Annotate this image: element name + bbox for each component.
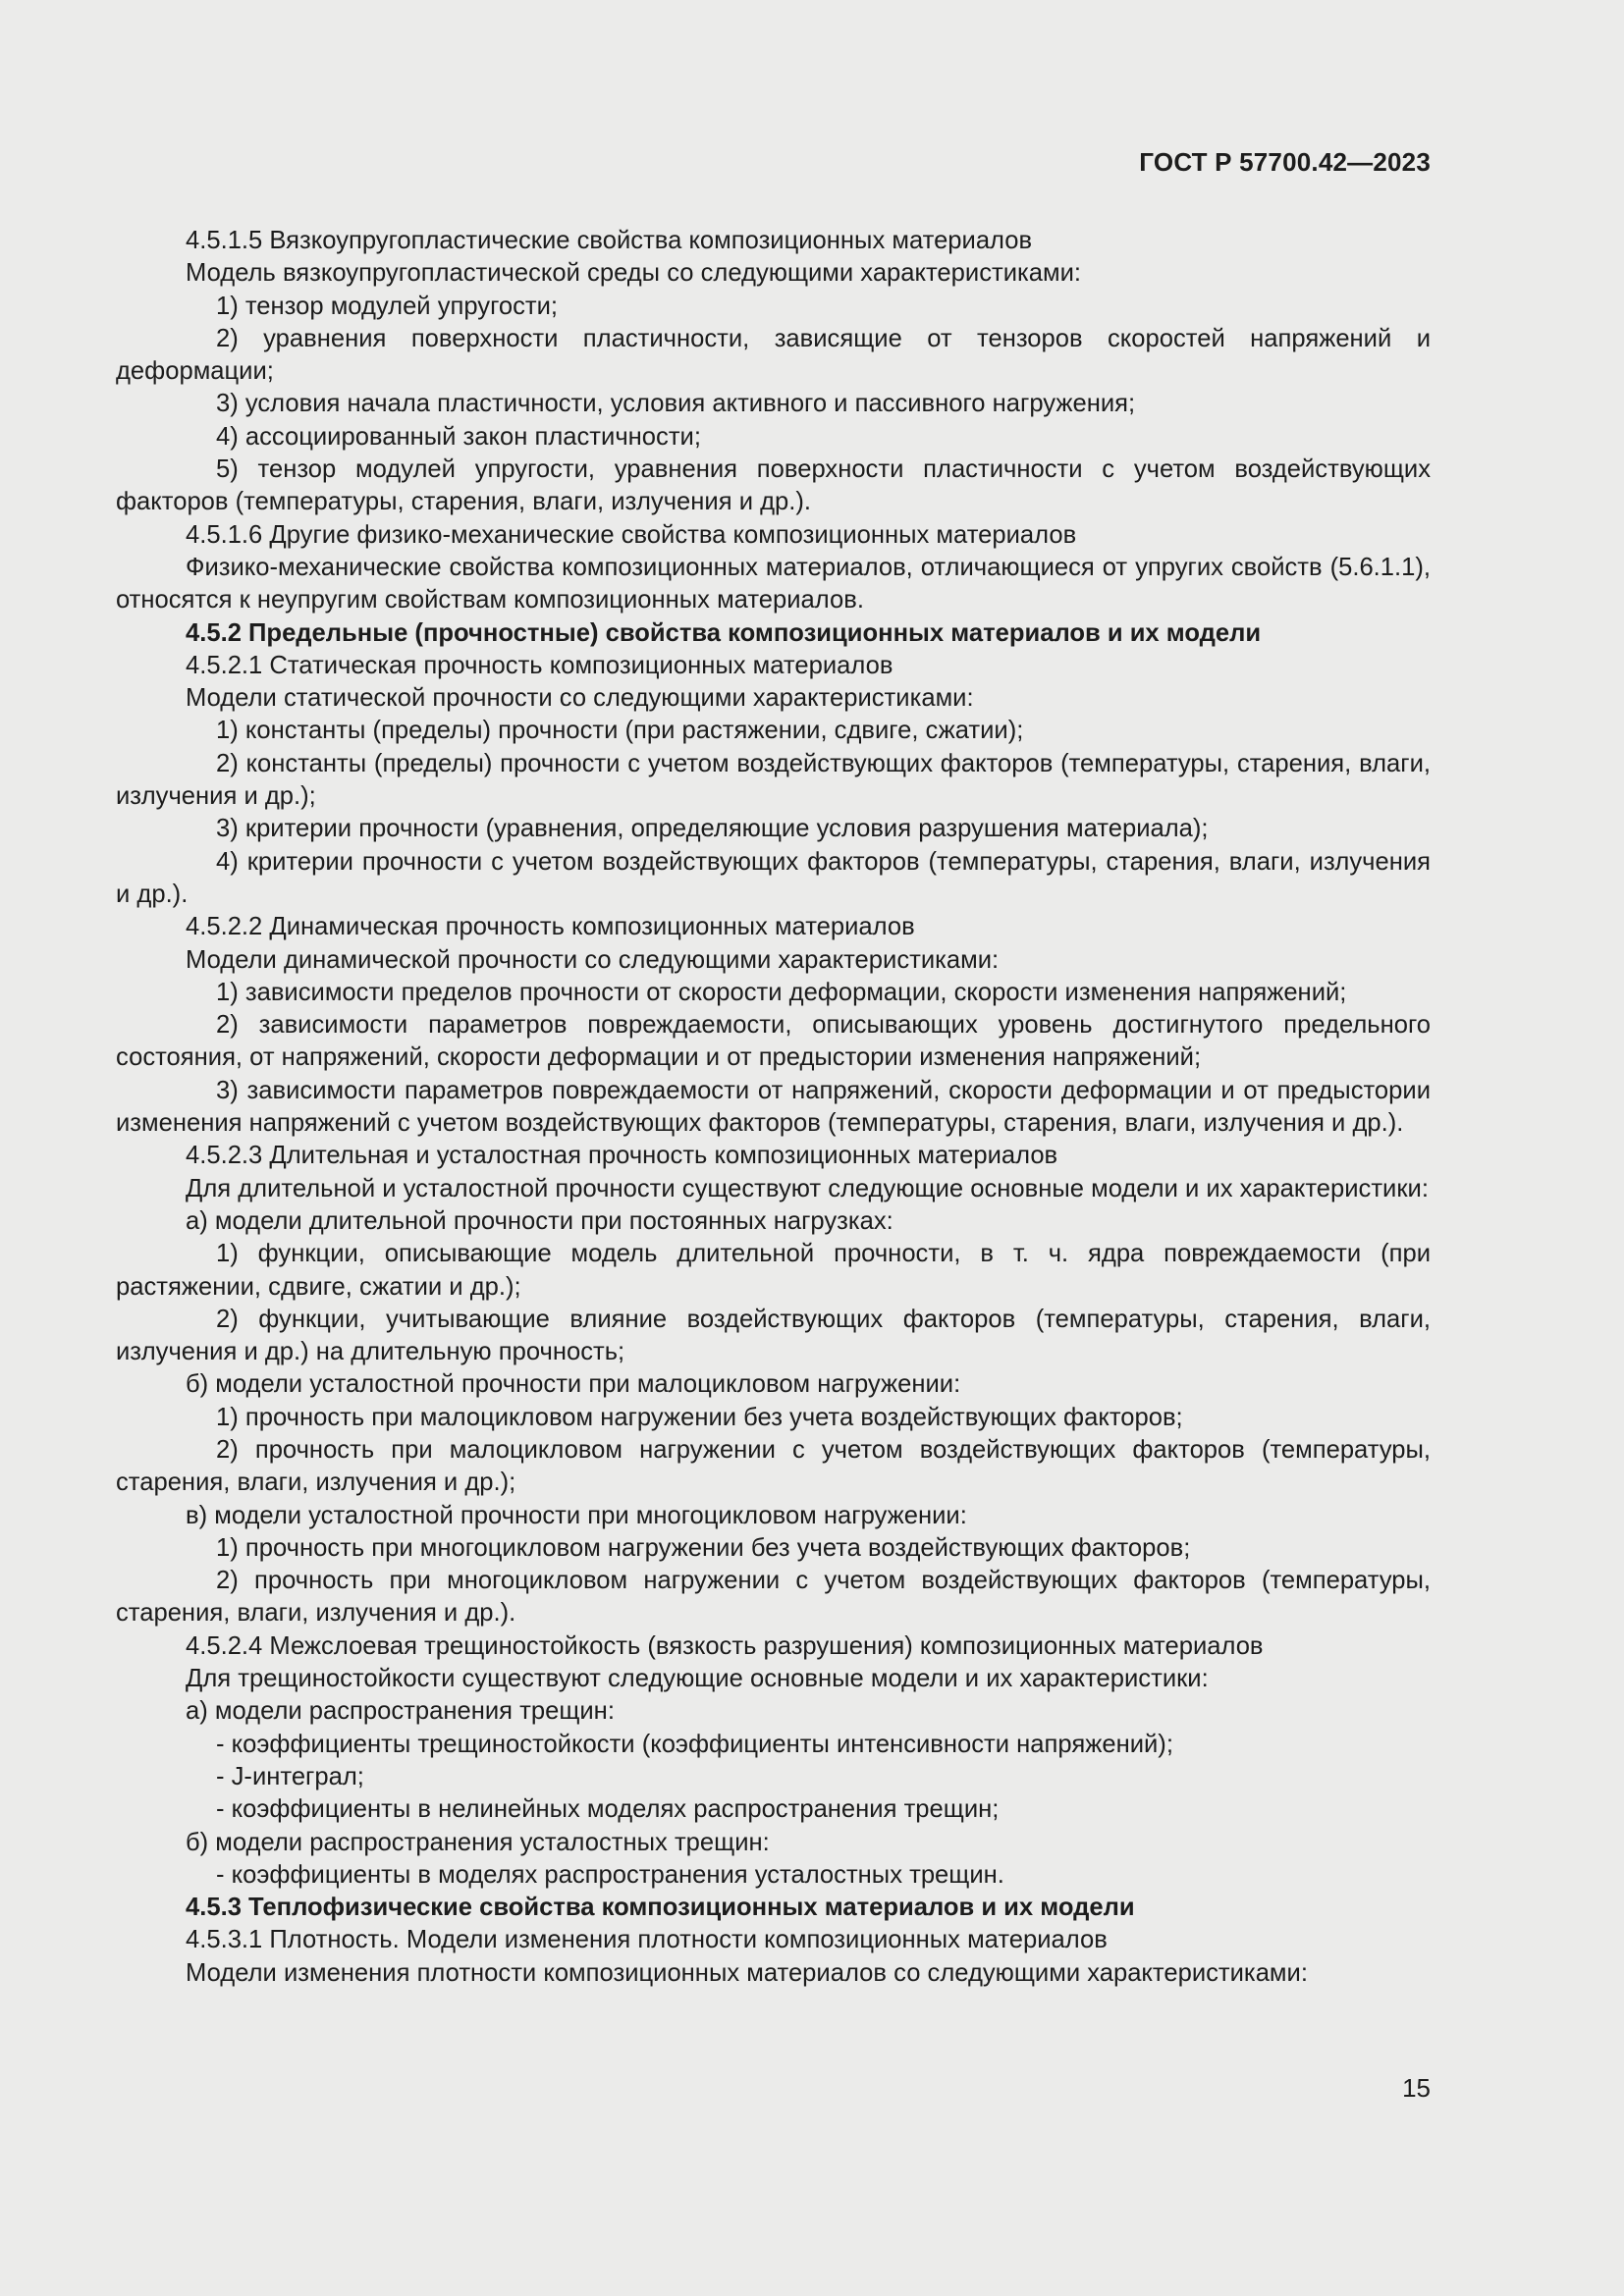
paragraph: в) модели усталостной прочности при многоцикловом нагружении:: [186, 1501, 967, 1529]
paragraph: 3) условия начала пластичности, условия активного и пассивного нагружения;: [216, 390, 1136, 418]
document-header: ГОСТ Р 57700.42—2023: [1139, 147, 1431, 177]
paragraph: 4.5.3.1 Плотность. Модели изменения плотности композиционных материалов: [186, 1926, 1108, 1954]
paragraph: 4.5.2.4 Межслоевая трещиностойкость (вязкость разрушения) композиционных материалов: [186, 1631, 1264, 1660]
paragraph: 1) константы (пределы) прочности (при растяжении, сдвиге, сжатии);: [216, 717, 1024, 745]
paragraph: 4.5.2.1 Статическая прочность композиционных материалов: [186, 651, 893, 679]
paragraph: Для трещиностойкости существуют следующие основные модели и их характеристики:: [186, 1665, 1209, 1693]
paragraph: Модели динамической прочности со следующими характеристиками:: [186, 945, 1000, 974]
paragraph: а) модели распространения трещин:: [186, 1697, 615, 1726]
paragraph: 2) функции, учитывающие влияние воздействующих факторов (температуры, старения, влаги, излучения и др.) на длительную прочность;: [116, 1305, 1431, 1366]
paragraph: 2) уравнения поверхности пластичности, зависящие от тензоров скоростей напряжений и деформации;: [116, 324, 1431, 386]
section-heading: 4.5.3 Теплофизические свойства композиционных материалов и их модели: [186, 1894, 1135, 1922]
paragraph: б) модели усталостной прочности при малоцикловом нагружении:: [186, 1370, 961, 1399]
paragraph: Модели статической прочности со следующими характеристиками:: [186, 684, 974, 713]
paragraph: б) модели распространения усталостных трещин:: [186, 1828, 770, 1856]
paragraph: 4.5.2.3 Длительная и усталостная прочность композиционных материалов: [186, 1142, 1058, 1170]
paragraph: Модели изменения плотности композиционных материалов со следующими характеристиками:: [186, 1958, 1308, 1987]
paragraph: 2) прочность при малоцикловом нагружении с учетом воздействующих факторов (температуры, старения, влаги, излучения и др.);: [116, 1435, 1431, 1497]
paragraph: 1) прочность при малоцикловом нагружении без учета воздействующих факторов;: [216, 1403, 1183, 1431]
paragraph: Модель вязкоупругопластической среды со следующими характеристиками:: [186, 259, 1082, 288]
document-body: [116, 225, 1431, 1990]
paragraph: 2) константы (пределы) прочности с учетом воздействующих факторов (температуры, старения, влаги, излучения и др.);: [116, 749, 1431, 811]
paragraph: 1) зависимости пределов прочности от скорости деформации, скорости изменения напряжений;: [216, 978, 1347, 1006]
paragraph: 4.5.1.5 Вязкоупругопластические свойства композиционных материалов: [186, 227, 1033, 254]
paragraph: 3) зависимости параметров повреждаемости от напряжений, скорости деформации и от предыстории изменения напряжений с учетом воздействующих факторов (температуры, старения, влаги, излучения и др.).: [116, 1076, 1431, 1138]
paragraph: Для длительной и усталостной прочности существуют следующие основные модели и их характеристики:: [186, 1174, 1429, 1202]
paragraph: - коэффициенты в моделях распространения усталостных трещин.: [216, 1860, 1004, 1889]
paragraph: 2) зависимости параметров повреждаемости, описывающих уровень достигнутого предельного состояния, от напряжений, скорости деформации и от предыстории изменения напряжений;: [116, 1011, 1431, 1072]
paragraph: 1) функции, описывающие модель длительной прочности, в т. ч. ядра повреждаемости (при растяжении, сдвиге, сжатии и др.);: [116, 1240, 1431, 1301]
paragraph: - коэффициенты в нелинейных моделях распространения трещин;: [216, 1795, 1000, 1824]
paragraph: 2) прочность при многоцикловом нагружении с учетом воздействующих факторов (температуры, старения, влаги, излучения и др.).: [116, 1567, 1431, 1628]
paragraph: 5) тензор модулей упругости, уравнения поверхности пластичности с учетом воздействующих факторов (температуры, старения, влаги, излучения и др.).: [116, 455, 1431, 516]
paragraph: 4.5.2.2 Динамическая прочность композиционных материалов: [186, 913, 915, 941]
paragraph: 4) критерии прочности с учетом воздействующих факторов (температуры, старения, влаги, излучения и др.).: [116, 847, 1431, 908]
paragraph: 1) тензор модулей упругости;: [216, 292, 559, 320]
paragraph: а) модели длительной прочности при постоянных нагрузках:: [186, 1206, 893, 1235]
section-heading: 4.5.2 Предельные (прочностные) свойства композиционных материалов и их модели: [186, 618, 1262, 647]
paragraph: Физико-механические свойства композиционных материалов, отличающиеся от упругих свойств (5.6.1.1), относятся к неупругим свойствам композиционных материалов.: [116, 553, 1431, 614]
paragraph: 4) ассоциированный закон пластичности;: [216, 422, 701, 451]
paragraph: 3) критерии прочности (уравнения, определяющие условия разрушения материала);: [216, 815, 1209, 843]
paragraph: 4.5.1.6 Другие физико-механические свойства композиционных материалов: [186, 520, 1077, 549]
paragraph: - J-интеграл;: [216, 1762, 364, 1790]
paragraph: 1) прочность при многоцикловом нагружении без учета воздействующих факторов;: [216, 1533, 1191, 1562]
page-number: 15: [1402, 2073, 1431, 2103]
paragraph: - коэффициенты трещиностойкости (коэффициенты интенсивности напряжений);: [216, 1730, 1173, 1758]
